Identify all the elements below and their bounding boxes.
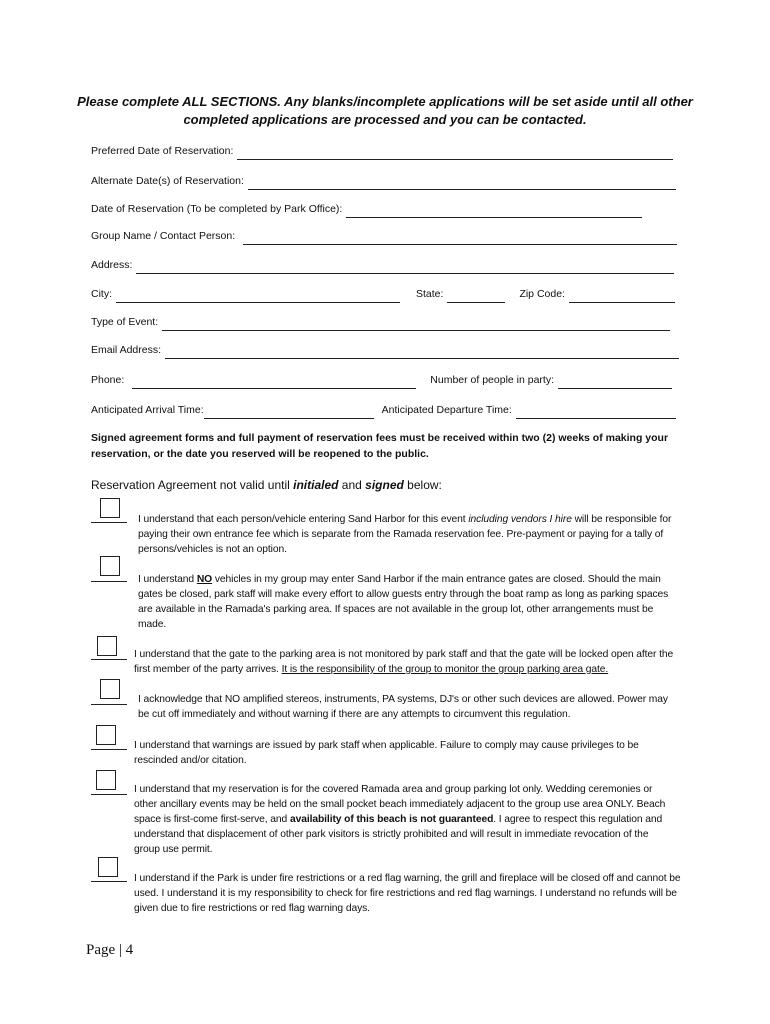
email-input-line[interactable] [165, 346, 679, 359]
intro-text-and: and [338, 478, 366, 492]
agreement-7-checkbox[interactable] [98, 857, 118, 877]
preferred-date-label: Preferred Date of Reservation: [91, 145, 234, 157]
agreement-1-part-2: will be responsible for paying their own entrance fee which is separate from the Ramada reservation fee. Pre-payment or paying for a tally of persons/vehicles is not an option. [138, 514, 672, 555]
preferred-date-input-line[interactable] [237, 147, 673, 160]
zip-label: Zip Code: [519, 288, 565, 300]
preferred-date-field[interactable] [91, 142, 673, 160]
agreement-2-part-2: vehicles in my group may enter Sand Harbor if the main entrance gates are closed. Should the main gates be closed, park staff will make every effort to allow guests entry through the boat ramp as long as parking spaces are available in the Ramada's parking area. If spaces are not available in the group lot, other arrangements must be made. [138, 574, 669, 630]
agreement-3-part-1: I understand that the gate to the parking area is not monitored by park staff and that the gate will be locked open after the first member of the party arrives. [134, 649, 674, 675]
city-input-line[interactable] [116, 290, 400, 303]
people-input-line[interactable] [558, 376, 672, 389]
agreement-4-checkbox[interactable] [100, 679, 120, 699]
agreement-4-initial-line[interactable] [91, 703, 127, 705]
agreement-2-checkbox[interactable] [100, 556, 120, 576]
park-office-date-field[interactable] [91, 200, 642, 218]
intro-signed: signed [365, 478, 404, 492]
deadline-notice: Signed agreement forms and full payment of reservation fees must be received within two (2) weeks of making your reservation, or the date you reserved will be reopened to the public. [91, 432, 669, 460]
address-label: Address: [91, 259, 133, 271]
intro-text-after: below: [403, 478, 442, 492]
group-name-label: Group Name / Contact Person: [91, 230, 236, 242]
agreement-3-underlined: It is the responsibility of the group to monitor the group parking area gate. [281, 664, 609, 675]
phone-people-row [91, 371, 672, 389]
agreement-4-text: I acknowledge that NO amplified stereos, instruments, PA systems, DJ's or other such devices are allowed. Power may be cut off immediately and without warning if there are any attempts to circumvent this regulation. [138, 694, 668, 720]
form-instructions-heading [60, 93, 710, 129]
intro-text-before: Reservation Agreement not valid until [91, 478, 294, 492]
departure-input-line[interactable] [516, 406, 676, 419]
arrival-label: Anticipated Arrival Time: [91, 404, 204, 416]
agreement-1-initial-line[interactable] [91, 521, 127, 523]
heading-line-1: Please complete ALL SECTIONS. Any blanks/incomplete applications will be set aside until all other [77, 94, 693, 109]
intro-initialed: initialed [293, 478, 339, 492]
zip-input-line[interactable] [569, 290, 675, 303]
address-input-line[interactable] [136, 261, 674, 274]
agreement-5-initial-line[interactable] [91, 748, 127, 750]
agreement-3-text [134, 647, 682, 677]
state-label: State: [416, 288, 444, 300]
departure-label: Anticipated Departure Time: [381, 404, 512, 416]
city-state-zip-row [91, 285, 675, 303]
agreement-2-text [138, 572, 680, 632]
agreement-3-checkbox[interactable] [97, 636, 117, 656]
agreement-6-part-2: . I agree to respect this regulation and understand that displacement of other park visitors is strictly prohibited and will result in immediate revocation of the group use permit. [134, 814, 663, 855]
alternate-dates-input-line[interactable] [248, 177, 676, 190]
agreement-6-part-1: I understand that my reservation is for the covered Ramada area and group parking lot only. Wedding ceremonies or other ancillary events may be held on the small pocket beach immediately adjacent to the group use area ONLY. Beach space is first-come first-serve, and [134, 784, 666, 825]
alternate-dates-field[interactable] [91, 172, 676, 190]
group-name-field[interactable] [91, 227, 677, 245]
agreement-2-part-1: I understand [138, 574, 197, 585]
state-input-line[interactable] [447, 290, 505, 303]
agreement-2-initial-line[interactable] [91, 580, 127, 582]
agreement-5-text: I understand that warnings are issued by park staff when applicable. Failure to comply may cause privileges to be rescinded and/or citation. [134, 740, 639, 766]
phone-label: Phone: [91, 374, 125, 386]
alternate-dates-label: Alternate Date(s) of Reservation: [91, 175, 244, 187]
city-label: City: [91, 288, 112, 300]
agreement-2-no-emphasis: NO [196, 574, 213, 585]
heading-line-2: completed applications are processed and you can be contacted. [183, 112, 587, 127]
event-type-field[interactable] [91, 313, 670, 331]
arrival-departure-row [91, 401, 676, 419]
email-label: Email Address: [91, 344, 162, 356]
email-field[interactable] [91, 341, 679, 359]
agreement-6-checkbox[interactable] [96, 770, 116, 790]
page-number: Page | 4 [86, 942, 134, 958]
event-type-label: Type of Event: [91, 316, 159, 328]
agreement-intro [91, 478, 442, 492]
agreement-6-bold: availability of this beach is not guaranteed [289, 814, 494, 825]
agreement-3-initial-line[interactable] [91, 658, 127, 660]
people-label: Number of people in party: [430, 374, 555, 386]
address-field[interactable] [91, 256, 674, 274]
group-name-input-line[interactable] [243, 232, 677, 245]
agreement-5-checkbox[interactable] [96, 725, 116, 745]
phone-input-line[interactable] [132, 376, 416, 389]
agreement-6-initial-line[interactable] [91, 793, 127, 795]
agreement-7-text: I understand if the Park is under fire restrictions or a red flag warning, the grill and fireplace will be closed off and cannot be used. I understand it is my responsibility to check for fire restrictions and red flag warnings. I understand no refunds will be given due to fire restrictions or red flag warning days. [134, 873, 681, 914]
agreement-1-checkbox[interactable] [100, 498, 120, 518]
agreement-1-part-1: I understand that each person/vehicle entering Sand Harbor for this event [138, 514, 469, 525]
agreement-1-text [138, 512, 688, 557]
event-type-input-line[interactable] [162, 318, 670, 331]
agreement-1-emphasis: including vendors I hire [468, 514, 572, 525]
arrival-input-line[interactable] [204, 406, 374, 419]
agreement-6-text [134, 782, 674, 857]
agreement-7-initial-line[interactable] [91, 880, 127, 882]
park-office-date-input-line[interactable] [346, 205, 642, 218]
park-office-date-label: Date of Reservation (To be completed by Park Office): [91, 203, 343, 215]
